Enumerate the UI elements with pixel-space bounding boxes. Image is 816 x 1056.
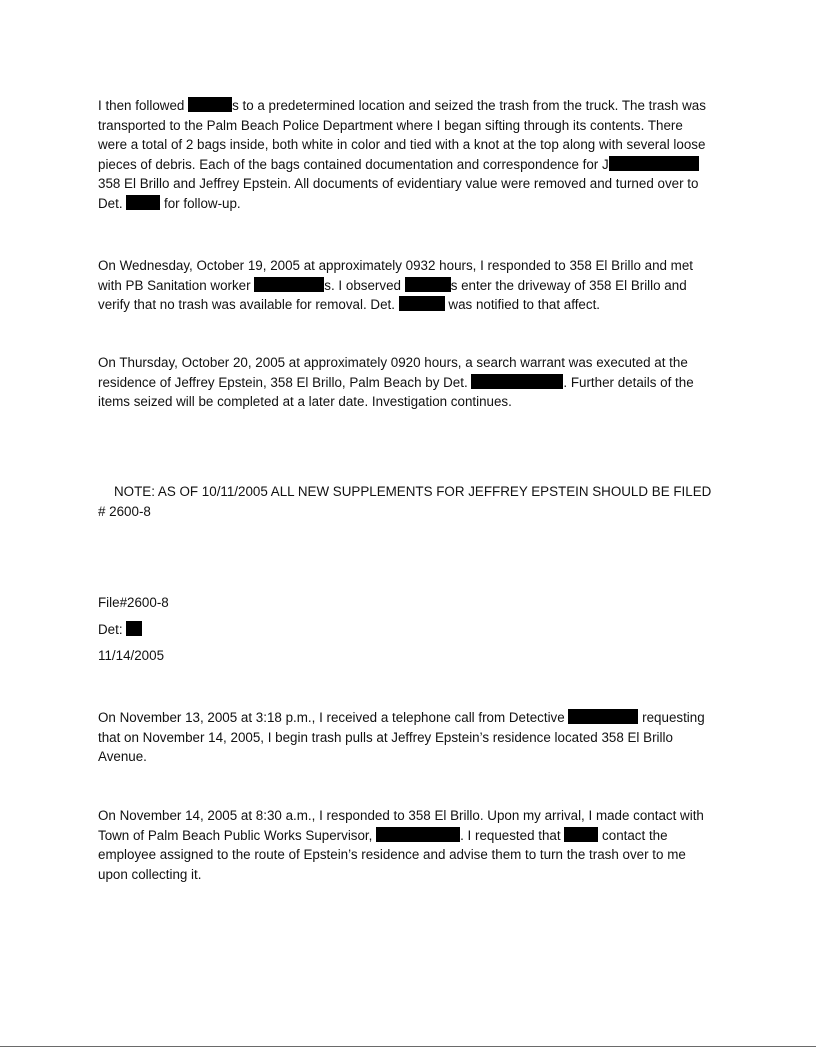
text-line: upon collecting it. <box>98 866 202 882</box>
text-line: items seized will be completed at a later date. Investigation continues. <box>98 394 512 409</box>
report-date: 11/14/2005 <box>98 648 165 663</box>
paragraph-november-13 <box>98 708 738 767</box>
paragraph-october-19 <box>98 256 738 315</box>
paragraph-trash-seizure <box>98 96 738 213</box>
detective-line: Det: <box>98 617 738 644</box>
text-line: On November 13, 2005 at 3:18 p.m., I received a telephone call from Detective requesting <box>98 710 705 725</box>
supplement-header <box>98 590 738 670</box>
redaction <box>471 374 563 389</box>
note-line: NOTE: AS OF 10/11/2005 ALL NEW SUPPLEMENTS FOR JEFFREY EPSTEIN SHOULD BE FILED <box>114 484 712 499</box>
redaction <box>609 156 699 171</box>
text-line: verify that no trash was available for removal. Det. was notified to that affect. <box>98 297 601 312</box>
redaction <box>564 827 598 842</box>
text-line: transported to the Palm Beach Police Department where I began sifting through its contents. There <box>98 117 683 133</box>
redaction <box>568 709 638 724</box>
redaction <box>376 827 460 842</box>
redaction <box>254 277 324 292</box>
paragraph-november-14 <box>98 806 738 884</box>
text-line: pieces of debris. Each of the bags contained documentation and correspondence for J <box>98 155 738 175</box>
text-line: I then followed s to a predetermined location and seized the trash from the truck. The trash was <box>98 98 706 113</box>
text-line: Town of Palm Beach Public Works Supervisor, . I requested that contact the <box>98 827 668 843</box>
text-line: residence of Jeffrey Epstein, 358 El Brillo, Palm Beach by Det. . Further details of the <box>98 374 694 390</box>
paragraph-october-20 <box>98 353 738 412</box>
text-line: Det. for follow-up. <box>98 195 241 211</box>
text-line: On Wednesday, October 19, 2005 at approximately 0932 hours, I responded to 358 El Brillo and met <box>98 258 693 273</box>
redaction <box>126 621 142 636</box>
file-number-line: # 2600-8 <box>98 503 151 519</box>
redaction <box>405 277 451 292</box>
text-line: On Thursday, October 20, 2005 at approximately 0920 hours, a search warrant was executed at the <box>98 355 688 370</box>
redaction <box>188 97 232 112</box>
text-line: were a total of 2 bags inside, both white in color and tied with a knot at the top along with several loose <box>98 137 706 152</box>
text-line: On November 14, 2005 at 8:30 a.m., I responded to 358 El Brillo. Upon my arrival, I made contact with <box>98 808 704 823</box>
text-line: with PB Sanitation worker s. I observed s enter the driveway of 358 El Brillo and <box>98 277 687 293</box>
supplement-note <box>98 482 738 521</box>
redaction <box>399 296 445 311</box>
text-line: that on November 14, 2005, I begin trash pulls at Jeffrey Epstein’s residence located 358 El Brillo <box>98 729 673 745</box>
text-line: 358 El Brillo and Jeffrey Epstein. All documents of evidentiary value were removed and turned over to <box>98 176 699 191</box>
file-number: File#2600-8 <box>98 595 169 610</box>
redaction <box>126 195 160 210</box>
text-line: employee assigned to the route of Epstein’s residence and advise them to turn the trash over to me <box>98 847 686 862</box>
text-line: Avenue. <box>98 749 147 764</box>
page-bottom-rule <box>0 1046 816 1047</box>
